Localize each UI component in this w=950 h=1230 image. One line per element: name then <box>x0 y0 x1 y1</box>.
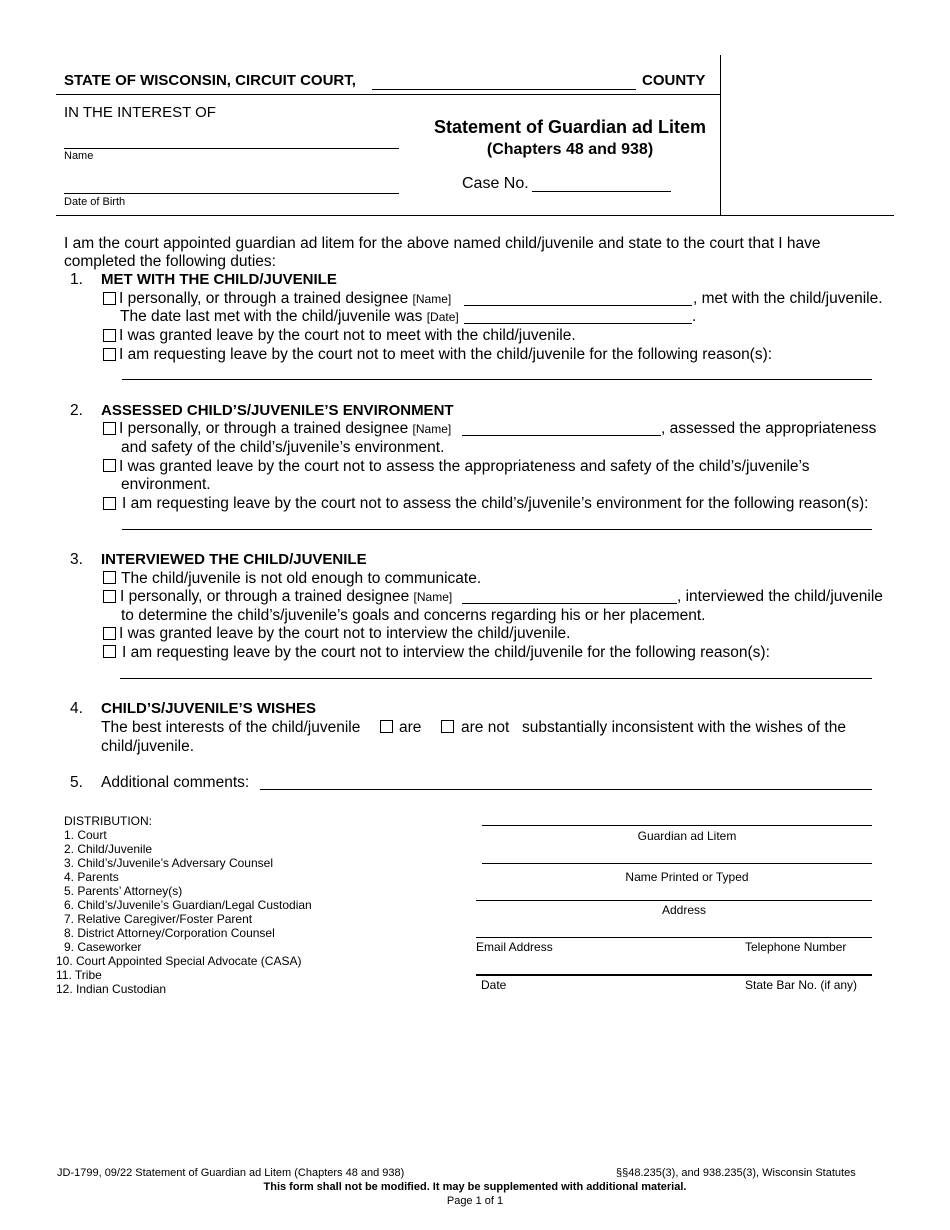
s3-requesting-checkbox[interactable] <box>103 645 116 658</box>
section-4-number: 4. <box>70 700 83 717</box>
gal-signature-input[interactable] <box>482 825 872 826</box>
s1-requesting-checkbox[interactable] <box>103 348 116 361</box>
s3-not-old-text: The child/juvenile is not old enough to communicate. <box>121 570 482 587</box>
name-printed-input[interactable] <box>482 863 872 864</box>
s2-granted-text-line2: environment. <box>121 476 211 493</box>
distribution-item: 1. Court <box>64 828 107 842</box>
name-caption: Name <box>64 150 94 162</box>
header-divider-top <box>56 94 720 95</box>
footer-form-id: JD-1799, 09/22 Statement of Guardian ad Litem (Chapters 48 and 938) <box>57 1167 405 1179</box>
s2-granted-checkbox[interactable] <box>103 459 116 472</box>
s4-line2: child/juvenile. <box>101 738 195 755</box>
s1-date-suffix: . <box>692 308 697 325</box>
section-2-number: 2. <box>70 402 83 419</box>
s3-interviewed-checkbox[interactable] <box>103 590 116 603</box>
s3-designee-name-input[interactable] <box>462 603 677 604</box>
child-name-input[interactable] <box>64 148 399 149</box>
s4-line1-prefix: The best interests of the child/juvenile <box>101 719 361 736</box>
s2-assessed-suffix: , assessed the appropriateness <box>661 420 877 437</box>
date-caption: Date <box>481 978 507 992</box>
s2-assessed-line2: and safety of the child’s/juvenile’s environment. <box>121 439 445 456</box>
form-subtitle: (Chapters 48 and 938) <box>486 141 654 158</box>
s3-reason-input[interactable] <box>120 678 872 679</box>
footer-page: Page 1 of 1 <box>446 1195 504 1207</box>
s2-assessed-checkbox[interactable] <box>103 422 116 435</box>
gal-caption: Guardian ad Litem <box>637 829 737 843</box>
s1-date-input[interactable] <box>464 323 692 324</box>
distribution-item: 12. Indian Custodian <box>56 982 167 996</box>
s5-comments-input[interactable] <box>260 789 872 790</box>
distribution-item: 11. Tribe <box>56 968 102 982</box>
intro-text: I am the court appointed guardian ad litem for the above named child/juvenile and state to the court that I have completed the following duties: <box>64 235 821 270</box>
s1-reason-input[interactable] <box>122 379 872 380</box>
section-2-title: ASSESSED CHILD’S/JUVENILE’S ENVIRONMENT <box>101 402 454 419</box>
s3-interviewed-suffix: , interviewed the child/juvenile <box>677 588 883 605</box>
date-bar-input[interactable] <box>476 974 872 976</box>
address-caption: Address <box>661 903 707 917</box>
s2-assessed-line: I personally, or through a trained designee [Name] <box>119 420 452 437</box>
s2-requesting-checkbox[interactable] <box>103 497 116 510</box>
distribution-item: 2. Child/Juvenile <box>64 842 153 856</box>
distribution-item: 10. Court Appointed Special Advocate (CASA) <box>56 954 302 968</box>
phone-caption: Telephone Number <box>745 940 847 954</box>
s3-granted-text: I was granted leave by the court not to interview the child/juvenile. <box>119 625 571 642</box>
s1-met-suffix: , met with the child/juvenile. <box>693 290 883 307</box>
address-input[interactable] <box>476 900 872 901</box>
section-1-title: MET WITH THE CHILD/JUVENILE <box>101 271 337 288</box>
s3-interviewed-line2: to determine the child’s/juvenile’s goals and concerns regarding his or her placement. <box>121 607 706 624</box>
s4-are-label: are <box>399 719 422 736</box>
s1-requesting-text: I am requesting leave by the court not to meet with the child/juvenile for the following reason(s): <box>119 346 773 363</box>
distribution-item: 8. District Attorney/Corporation Counsel <box>64 926 275 940</box>
s1-granted-text: I was granted leave by the court not to meet with the child/juvenile. <box>119 327 576 344</box>
footer-statutes: §§48.235(3), and 938.235(3), Wisconsin Statutes <box>616 1167 856 1179</box>
s3-requesting-text: I am requesting leave by the court not to interview the child/juvenile for the following reason(s): <box>122 644 770 661</box>
s1-date-line: The date last met with the child/juvenile was [Date] <box>120 308 459 325</box>
interest-label: IN THE INTEREST OF <box>64 104 216 121</box>
s4-line1-suffix: substantially inconsistent with the wishes of the <box>522 719 846 736</box>
bar-no-caption: State Bar No. (if any) <box>745 978 858 992</box>
distribution-item: 5. Parents’ Attorney(s) <box>64 884 183 898</box>
form-title: Statement of Guardian ad Litem <box>433 117 707 137</box>
s4-are-not-checkbox[interactable] <box>441 720 454 733</box>
s3-granted-checkbox[interactable] <box>103 627 116 640</box>
s1-met-checkbox[interactable] <box>103 292 116 305</box>
s2-granted-text: I was granted leave by the court not to assess the appropriateness and safety of the child’s/juvenile’s <box>119 458 810 475</box>
header-divider-vertical <box>720 55 721 215</box>
county-input[interactable] <box>372 89 636 90</box>
s2-designee-name-input[interactable] <box>462 435 661 436</box>
distribution-item: 7. Relative Caregiver/Foster Parent <box>64 912 253 926</box>
distribution-title: DISTRIBUTION: <box>64 814 153 828</box>
s3-not-old-checkbox[interactable] <box>103 571 116 584</box>
footer-notice: This form shall not be modified. It may be supplemented with additional material. <box>263 1181 687 1193</box>
name-printed-caption: Name Printed or Typed <box>625 870 749 884</box>
dob-caption: Date of Birth <box>64 196 126 208</box>
s3-interviewed-line: I personally, or through a trained designee [Name] <box>120 588 453 605</box>
section-3-title: INTERVIEWED THE CHILD/JUVENILE <box>101 551 367 568</box>
distribution-item: 9. Caseworker <box>64 940 142 954</box>
distribution-item: 3. Child’s/Juvenile’s Adversary Counsel <box>64 856 273 870</box>
court-header: STATE OF WISCONSIN, CIRCUIT COURT, <box>64 72 356 89</box>
s4-are-not-label: are not <box>461 719 510 736</box>
dob-input[interactable] <box>64 193 399 194</box>
distribution-item: 6. Child’s/Juvenile’s Guardian/Legal Custodian <box>64 898 312 912</box>
section-3-number: 3. <box>70 551 83 568</box>
header-divider-bottom <box>56 215 894 216</box>
section-5-number: 5. <box>70 774 83 791</box>
s2-requesting-text: I am requesting leave by the court not to assess the child’s/juvenile’s environment for the following reason(s): <box>122 495 869 512</box>
email-caption: Email Address <box>476 940 553 954</box>
county-label: COUNTY <box>642 72 706 89</box>
s4-are-checkbox[interactable] <box>380 720 393 733</box>
case-no-label: Case No. <box>462 175 529 192</box>
email-phone-input[interactable] <box>476 937 872 938</box>
s1-granted-checkbox[interactable] <box>103 329 116 342</box>
case-no-input[interactable] <box>532 191 671 192</box>
section-4-title: CHILD’S/JUVENILE’S WISHES <box>101 700 317 717</box>
s1-met-line: I personally, or through a trained designee [Name] <box>119 290 452 307</box>
s2-reason-input[interactable] <box>122 529 872 530</box>
s5-label: Additional comments: <box>101 774 250 791</box>
section-1-number: 1. <box>70 271 83 288</box>
s1-designee-name-input[interactable] <box>464 305 692 306</box>
distribution-list <box>56 828 312 996</box>
distribution-item: 4. Parents <box>64 870 119 884</box>
